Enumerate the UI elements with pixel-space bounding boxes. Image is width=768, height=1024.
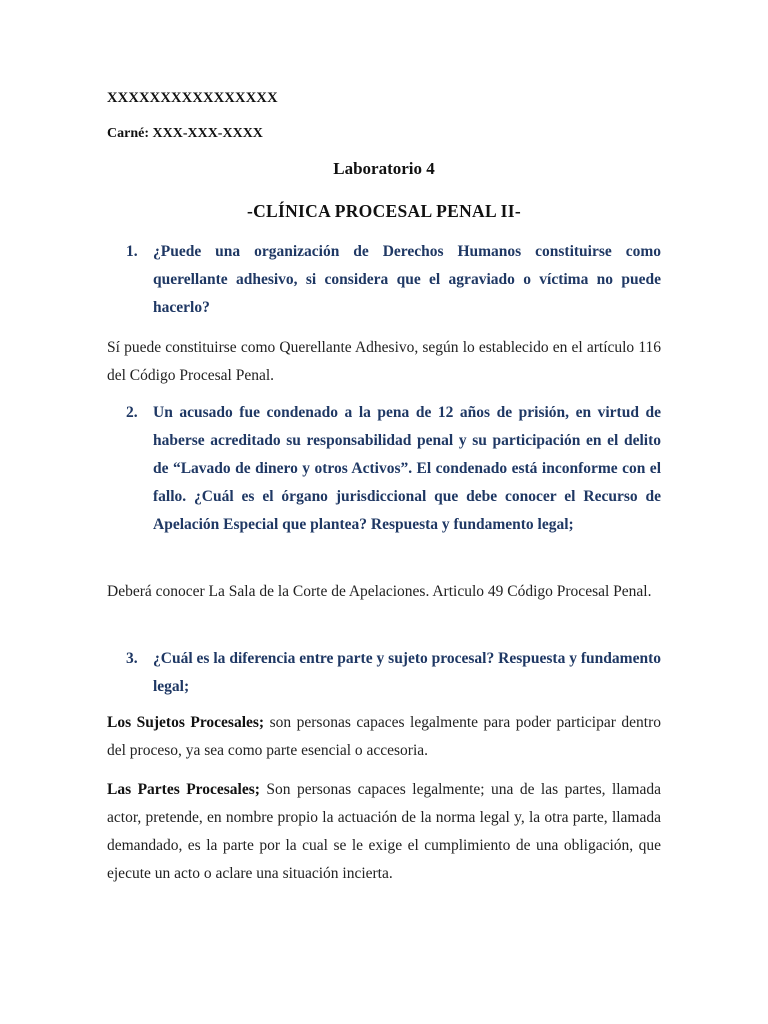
answer-1	[107, 334, 661, 390]
answer-text: Sí puede constituirse como Querellante Adhesivo, según lo establecido en el artículo 116 del Código Procesal Penal.	[107, 339, 661, 384]
question-number: 1.	[126, 243, 138, 260]
answer-3-partes	[107, 776, 661, 888]
lab-title: Laboratorio 4	[333, 159, 435, 178]
question-text: Un acusado fue condenado a la pena de 12 años de prisión, en virtud de haberse acreditado su responsabilidad penal y su participación en el delito de “Lavado de dinero y otros Activos”. El condenado está inconforme con el fallo. ¿Cuál es el órgano jurisdiccional que debe conocer el Recurso de Apelación Especial que plantea? Respuesta y fundamento legal;	[153, 404, 661, 533]
student-name: XXXXXXXXXXXXXXXX	[107, 90, 278, 106]
answer-text: Deberá conocer La Sala de la Corte de Apelaciones. Articulo 49 Código Procesal Penal.	[107, 583, 652, 600]
answer-3-sujetos	[107, 709, 661, 765]
answer-term: Los Sujetos Procesales;	[107, 714, 265, 731]
question-3	[126, 645, 661, 701]
answer-term: Las Partes Procesales;	[107, 781, 260, 798]
student-id: Carné: XXX-XXX-XXXX	[107, 126, 263, 141]
question-text: ¿Puede una organización de Derechos Humanos constituirse como querellante adhesivo, si considera que el agraviado o víctima no puede hacerlo?	[153, 243, 661, 316]
answer-2	[107, 578, 661, 606]
answer-text: son personas capaces legalmente para poder participar dentro del proceso, ya sea como parte esencial o accesoria.	[107, 714, 661, 759]
answer-text: Son personas capaces legalmente; una de las partes, llamada actor, pretende, en nombre propio la actuación de la norma legal y, la otra parte, llamada demandado, es la parte por la cual se le exige el cumplimiento de una obligación, que ejecute un acto o aclare una situación incierta.	[107, 781, 661, 882]
question-text: ¿Cuál es la diferencia entre parte y sujeto procesal? Respuesta y fundamento legal;	[153, 650, 661, 695]
question-number: 2.	[126, 404, 138, 421]
question-1	[126, 238, 661, 322]
question-2	[126, 399, 661, 539]
course-title: -CLÍNICA PROCESAL PENAL II-	[246, 201, 522, 221]
question-number: 3.	[126, 650, 138, 667]
